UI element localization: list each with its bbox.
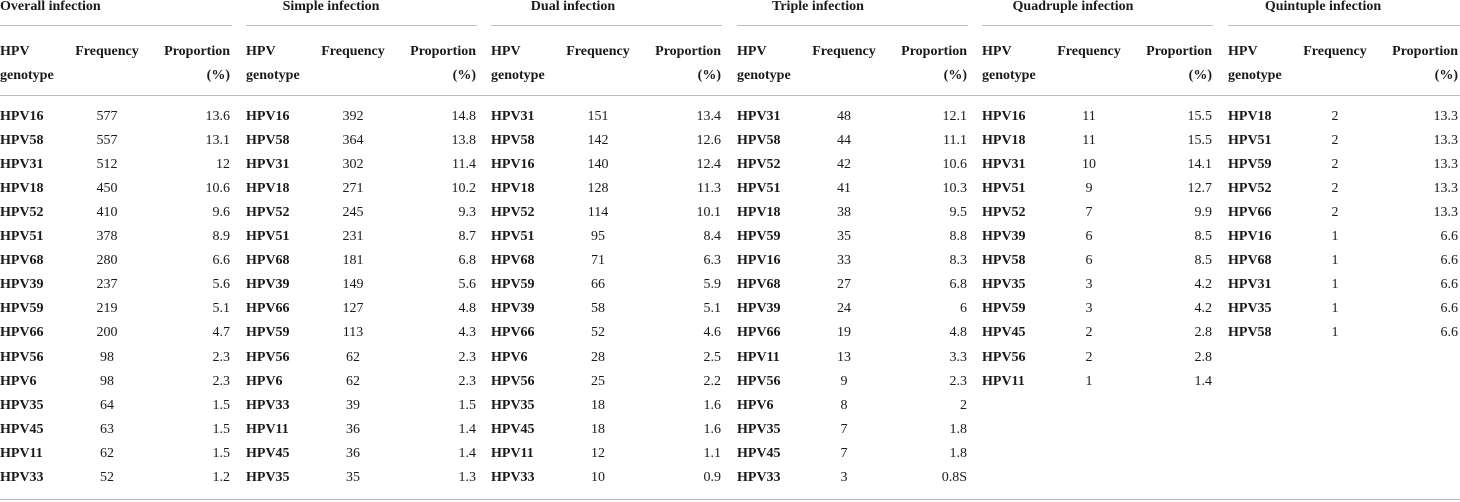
frequency-cell: 24	[837, 301, 851, 317]
frequency-cell: 181	[342, 253, 364, 269]
frequency-cell: 71	[591, 253, 605, 269]
proportion-cell: 4.8	[949, 325, 967, 341]
genotype-cell: HPV56	[0, 349, 44, 365]
genotype-cell: HPV39	[246, 277, 290, 293]
proportion-cell: 4.8	[458, 301, 476, 317]
proportion-cell: 13.3	[1433, 133, 1458, 149]
proportion-cell: 6.6	[1440, 277, 1458, 293]
frequency-cell: 9	[840, 373, 848, 389]
frequency-cell: 364	[342, 133, 364, 149]
frequency-cell: 1	[1331, 301, 1339, 317]
frequency-cell: 44	[837, 133, 851, 149]
genotype-cell: HPV18	[1228, 109, 1272, 124]
genotype-cell: HPV52	[982, 205, 1026, 221]
genotype-cell: HPV31	[982, 157, 1026, 173]
frequency-cell: 2	[1331, 205, 1339, 221]
frequency-cell: 18	[591, 397, 605, 413]
proportion-cell: 1.2	[212, 469, 230, 485]
genotype-cell: HPV18	[491, 181, 535, 197]
proportion-cell: 15.5	[1187, 109, 1212, 124]
genotype-cell: HPV11	[737, 349, 780, 365]
column-header-frequency: Frequency	[1303, 44, 1367, 59]
genotype-cell: HPV35	[982, 277, 1026, 293]
frequency-cell: 3	[1085, 277, 1093, 293]
proportion-cell: 5.9	[703, 277, 721, 293]
proportion-cell: 1.5	[212, 445, 230, 461]
genotype-cell: HPV66	[246, 301, 290, 317]
frequency-cell: 27	[837, 277, 851, 293]
proportion-cell: 2.8	[1194, 349, 1212, 365]
genotype-cell: HPV6	[0, 373, 37, 389]
proportion-cell: 10.1	[696, 205, 721, 221]
group-divider	[737, 25, 968, 26]
frequency-cell: 25	[591, 373, 605, 389]
genotype-cell: HPV51	[0, 229, 44, 245]
proportion-cell: 6.6	[1440, 229, 1458, 245]
frequency-cell: 66	[591, 277, 605, 293]
genotype-cell: HPV39	[0, 277, 44, 293]
proportion-cell: 4.7	[212, 325, 230, 341]
proportion-cell: 9.3	[458, 205, 476, 221]
column-header-frequency: Frequency	[321, 44, 385, 59]
frequency-cell: 237	[96, 277, 118, 293]
genotype-cell: HPV18	[0, 181, 44, 197]
genotype-cell: HPV35	[0, 397, 44, 413]
genotype-cell: HPV56	[246, 349, 290, 365]
genotype-cell: HPV66	[491, 325, 535, 341]
proportion-cell: 10.3	[942, 181, 967, 197]
genotype-cell: HPV45	[0, 421, 44, 437]
genotype-cell: HPV18	[737, 205, 781, 221]
frequency-cell: 410	[96, 205, 118, 221]
frequency-cell: 151	[587, 109, 609, 124]
proportion-cell: 8.8	[949, 229, 967, 245]
genotype-cell: HPV33	[0, 469, 44, 485]
proportion-cell: 2.3	[212, 373, 230, 389]
group-divider	[982, 25, 1213, 26]
group-title: Quadruple infection	[1012, 0, 1134, 14]
genotype-cell: HPV51	[1228, 133, 1272, 149]
frequency-cell: 35	[346, 469, 360, 485]
genotype-cell: HPV59	[0, 301, 44, 317]
genotype-cell: HPV58	[982, 253, 1026, 269]
genotype-cell: HPV58	[491, 133, 535, 149]
frequency-cell: 142	[587, 133, 609, 149]
proportion-cell: 5.1	[703, 301, 721, 317]
frequency-cell: 62	[346, 349, 360, 365]
frequency-cell: 140	[587, 157, 609, 173]
proportion-cell: 6	[960, 301, 967, 317]
proportion-cell: 13.3	[1433, 109, 1458, 124]
proportion-cell: 12	[216, 157, 230, 173]
genotype-cell: HPV52	[737, 157, 781, 173]
proportion-cell: 13.4	[696, 109, 721, 124]
proportion-cell: 13.1	[205, 133, 230, 149]
column-header-proportion: Proportion (%)	[164, 44, 230, 83]
proportion-cell: 11.1	[943, 133, 967, 149]
column-header-proportion: Proportion (%)	[410, 44, 476, 83]
frequency-cell: 392	[342, 109, 364, 124]
genotype-cell: HPV33	[246, 397, 290, 413]
group-title: Dual infection	[530, 0, 616, 14]
frequency-cell: 1	[1331, 253, 1339, 269]
genotype-cell: HPV68	[1228, 253, 1272, 269]
genotype-cell: HPV58	[1228, 325, 1272, 341]
proportion-cell: 10.6	[942, 157, 967, 173]
proportion-cell: 12.6	[696, 133, 721, 149]
proportion-cell: 1.4	[1194, 373, 1212, 389]
genotype-cell: HPV56	[491, 373, 535, 389]
genotype-cell: HPV58	[737, 133, 781, 149]
genotype-cell: HPV56	[737, 373, 781, 389]
column-header-frequency: Frequency	[1057, 44, 1121, 59]
column-header-genotype: HPV genotype	[491, 44, 545, 83]
genotype-cell: HPV52	[1228, 181, 1272, 197]
proportion-cell: 12.1	[942, 109, 967, 124]
proportion-cell: 12.7	[1187, 181, 1212, 197]
genotype-cell: HPV68	[246, 253, 290, 269]
frequency-cell: 9	[1085, 181, 1093, 197]
genotype-cell: HPV68	[737, 277, 781, 293]
frequency-cell: 7	[1085, 205, 1093, 221]
frequency-cell: 36	[346, 421, 360, 437]
frequency-cell: 42	[837, 157, 851, 173]
column-header-proportion: Proportion (%)	[901, 44, 967, 83]
frequency-cell: 7	[840, 445, 848, 461]
proportion-cell: 6.6	[1440, 325, 1458, 341]
proportion-cell: 6.8	[949, 277, 967, 293]
frequency-cell: 6	[1085, 253, 1093, 269]
genotype-cell: HPV39	[491, 301, 535, 317]
frequency-cell: 18	[591, 421, 605, 437]
frequency-cell: 39	[346, 397, 360, 413]
frequency-cell: 52	[591, 325, 605, 341]
proportion-cell: 11.4	[452, 157, 476, 173]
frequency-cell: 41	[837, 181, 851, 197]
proportion-cell: 2.3	[212, 349, 230, 365]
frequency-cell: 10	[1082, 157, 1096, 173]
proportion-cell: 6.6	[212, 253, 230, 269]
proportion-cell: 11.3	[697, 181, 721, 197]
frequency-cell: 8	[840, 397, 848, 413]
genotype-cell: HPV35	[491, 397, 535, 413]
genotype-cell: HPV58	[246, 133, 290, 149]
proportion-cell: 2.2	[703, 373, 721, 389]
frequency-cell: 2	[1085, 325, 1093, 341]
proportion-cell: 5.6	[458, 277, 476, 293]
frequency-cell: 10	[591, 469, 605, 485]
frequency-cell: 36	[346, 445, 360, 461]
proportion-cell: 13.8	[451, 133, 476, 149]
frequency-cell: 3	[1085, 301, 1093, 317]
proportion-cell: 0.9	[703, 469, 721, 485]
proportion-cell: 2	[960, 397, 967, 413]
frequency-cell: 48	[837, 109, 851, 124]
proportion-cell: 9.5	[949, 205, 967, 221]
proportion-cell: 10.6	[205, 181, 230, 197]
proportion-cell: 14.8	[451, 109, 476, 124]
proportion-cell: 10.2	[451, 181, 476, 197]
proportion-cell: 1.8	[949, 421, 967, 437]
genotype-cell: HPV59	[982, 301, 1026, 317]
genotype-cell: HPV11	[491, 445, 534, 461]
frequency-cell: 271	[342, 181, 364, 197]
frequency-cell: 63	[100, 421, 114, 437]
genotype-cell: HPV33	[491, 469, 535, 485]
proportion-cell: 8.7	[458, 229, 476, 245]
genotype-cell: HPV52	[246, 205, 290, 221]
frequency-cell: 11	[1082, 133, 1096, 149]
genotype-cell: HPV31	[0, 157, 44, 173]
genotype-cell: HPV16	[491, 157, 535, 173]
frequency-cell: 33	[837, 253, 851, 269]
proportion-cell: 6.3	[703, 253, 721, 269]
genotype-cell: HPV11	[0, 445, 43, 461]
frequency-cell: 114	[587, 205, 609, 221]
proportion-cell: 5.1	[212, 301, 230, 317]
frequency-cell: 6	[1085, 229, 1093, 245]
proportion-cell: 14.1	[1187, 157, 1212, 173]
genotype-cell: HPV6	[246, 373, 283, 389]
genotype-cell: HPV11	[246, 421, 289, 437]
group-title: Triple infection	[772, 0, 864, 14]
proportion-cell: 8.5	[1194, 229, 1212, 245]
genotype-cell: HPV6	[737, 397, 774, 413]
genotype-cell: HPV31	[1228, 277, 1272, 293]
frequency-cell: 3	[840, 469, 848, 485]
proportion-cell: 1.6	[703, 397, 721, 413]
genotype-cell: HPV18	[246, 181, 290, 197]
group-divider	[491, 25, 722, 26]
proportion-cell: 8.4	[703, 229, 721, 245]
genotype-cell: HPV68	[491, 253, 535, 269]
genotype-cell: HPV56	[982, 349, 1026, 365]
frequency-cell: 95	[591, 229, 605, 245]
frequency-cell: 64	[100, 397, 114, 413]
frequency-cell: 98	[100, 373, 114, 389]
genotype-cell: HPV35	[1228, 301, 1272, 317]
proportion-cell: 0.8S	[941, 469, 967, 485]
column-header-genotype: HPV genotype	[982, 44, 1036, 83]
proportion-cell: 1.4	[458, 421, 476, 437]
frequency-cell: 557	[96, 133, 118, 149]
genotype-cell: HPV31	[246, 157, 290, 173]
genotype-cell: HPV16	[246, 109, 290, 124]
frequency-cell: 11	[1082, 109, 1096, 124]
genotype-cell: HPV16	[982, 109, 1026, 124]
genotype-cell: HPV6	[491, 349, 528, 365]
proportion-cell: 2.3	[458, 349, 476, 365]
frequency-cell: 127	[342, 301, 364, 317]
proportion-cell: 9.6	[212, 205, 230, 221]
genotype-cell: HPV59	[491, 277, 535, 293]
frequency-cell: 2	[1331, 157, 1339, 173]
frequency-cell: 2	[1331, 181, 1339, 197]
proportion-cell: 1.6	[703, 421, 721, 437]
group-divider	[246, 25, 477, 26]
frequency-cell: 512	[96, 157, 118, 173]
proportion-cell: 2.3	[949, 373, 967, 389]
proportion-cell: 1.5	[458, 397, 476, 413]
proportion-cell: 8.9	[212, 229, 230, 245]
frequency-cell: 38	[837, 205, 851, 221]
proportion-cell: 15.5	[1187, 133, 1212, 149]
column-header-frequency: Frequency	[812, 44, 876, 59]
group-divider	[1228, 25, 1460, 26]
frequency-cell: 62	[100, 445, 114, 461]
genotype-cell: HPV66	[1228, 205, 1272, 221]
proportion-cell: 1.5	[212, 397, 230, 413]
proportion-cell: 8.3	[949, 253, 967, 269]
genotype-cell: HPV35	[737, 421, 781, 437]
frequency-cell: 280	[96, 253, 118, 269]
genotype-cell: HPV35	[246, 469, 290, 485]
proportion-cell: 13.3	[1433, 157, 1458, 173]
proportion-cell: 5.6	[212, 277, 230, 293]
genotype-cell: HPV16	[0, 109, 44, 124]
proportion-cell: 1.8	[949, 445, 967, 461]
genotype-cell: HPV16	[1228, 229, 1272, 245]
proportion-cell: 4.2	[1194, 301, 1212, 317]
frequency-cell: 200	[96, 325, 118, 341]
genotype-cell: HPV16	[737, 253, 781, 269]
frequency-cell: 245	[342, 205, 364, 221]
genotype-cell: HPV68	[0, 253, 44, 269]
column-header-genotype: HPV genotype	[737, 44, 791, 83]
column-header-frequency: Frequency	[566, 44, 630, 59]
frequency-cell: 450	[96, 181, 118, 197]
column-header-frequency: Frequency	[75, 44, 139, 59]
frequency-cell: 7	[840, 421, 848, 437]
proportion-cell: 13.3	[1433, 205, 1458, 221]
genotype-cell: HPV45	[982, 325, 1026, 341]
genotype-cell: HPV45	[246, 445, 290, 461]
column-header-genotype: HPV genotype	[1228, 44, 1282, 83]
frequency-cell: 1	[1085, 373, 1093, 389]
group-title: Simple infection	[282, 0, 380, 14]
frequency-cell: 577	[96, 109, 118, 124]
header-rule	[0, 95, 1460, 96]
genotype-cell: HPV31	[737, 109, 781, 124]
bottom-rule	[0, 499, 1460, 500]
genotype-cell: HPV39	[982, 229, 1026, 245]
proportion-cell: 4.3	[458, 325, 476, 341]
genotype-cell: HPV66	[0, 325, 44, 341]
proportion-cell: 2.8	[1194, 325, 1212, 341]
proportion-cell: 6.6	[1440, 301, 1458, 317]
frequency-cell: 2	[1331, 109, 1339, 124]
column-header-genotype: HPV genotype	[246, 44, 300, 83]
group-title: Overall infection	[0, 0, 101, 14]
frequency-cell: 378	[96, 229, 118, 245]
frequency-cell: 52	[100, 469, 114, 485]
genotype-cell: HPV52	[491, 205, 535, 221]
column-header-genotype: HPV genotype	[0, 44, 54, 83]
genotype-cell: HPV51	[982, 181, 1026, 197]
group-divider	[0, 25, 232, 26]
frequency-cell: 62	[346, 373, 360, 389]
frequency-cell: 1	[1331, 277, 1339, 293]
proportion-cell: 13.3	[1433, 181, 1458, 197]
genotype-cell: HPV51	[737, 181, 781, 197]
proportion-cell: 13.6	[205, 109, 230, 124]
frequency-cell: 113	[342, 325, 364, 341]
proportion-cell: 4.2	[1194, 277, 1212, 293]
genotype-cell: HPV59	[737, 229, 781, 245]
genotype-cell: HPV51	[491, 229, 535, 245]
frequency-cell: 13	[837, 349, 851, 365]
genotype-cell: HPV52	[0, 205, 44, 221]
frequency-cell: 35	[837, 229, 851, 245]
frequency-cell: 58	[591, 301, 605, 317]
frequency-cell: 19	[837, 325, 851, 341]
proportion-cell: 3.3	[949, 349, 967, 365]
proportion-cell: 9.9	[1194, 205, 1212, 221]
frequency-cell: 128	[587, 181, 609, 197]
frequency-cell: 302	[342, 157, 364, 173]
genotype-cell: HPV18	[982, 133, 1026, 149]
proportion-cell: 1.5	[212, 421, 230, 437]
column-header-proportion: Proportion (%)	[655, 44, 721, 83]
proportion-cell: 1.3	[458, 469, 476, 485]
column-header-proportion: Proportion (%)	[1146, 44, 1212, 83]
frequency-cell: 28	[591, 349, 605, 365]
genotype-cell: HPV45	[737, 445, 781, 461]
frequency-cell: 219	[96, 301, 118, 317]
proportion-cell: 12.4	[696, 157, 721, 173]
frequency-cell: 1	[1331, 325, 1339, 341]
frequency-cell: 2	[1331, 133, 1339, 149]
proportion-cell: 6.6	[1440, 253, 1458, 269]
frequency-cell: 98	[100, 349, 114, 365]
frequency-cell: 12	[591, 445, 605, 461]
proportion-cell: 6.8	[458, 253, 476, 269]
genotype-cell: HPV31	[491, 109, 535, 124]
genotype-cell: HPV59	[246, 325, 290, 341]
proportion-cell: 4.6	[703, 325, 721, 341]
genotype-cell: HPV11	[982, 373, 1025, 389]
genotype-cell: HPV51	[246, 229, 290, 245]
frequency-cell: 231	[342, 229, 364, 245]
frequency-cell: 2	[1085, 349, 1093, 365]
genotype-cell: HPV45	[491, 421, 535, 437]
genotype-cell: HPV39	[737, 301, 781, 317]
genotype-cell: HPV59	[1228, 157, 1272, 173]
genotype-cell: HPV58	[0, 133, 44, 149]
column-header-proportion: Proportion (%)	[1392, 44, 1458, 83]
frequency-cell: 1	[1331, 229, 1339, 245]
genotype-cell: HPV66	[737, 325, 781, 341]
group-title: Quintuple infection	[1264, 0, 1382, 14]
frequency-cell: 149	[342, 277, 364, 293]
proportion-cell: 2.3	[458, 373, 476, 389]
proportion-cell: 1.1	[703, 445, 721, 461]
genotype-cell: HPV33	[737, 469, 781, 485]
proportion-cell: 8.5	[1194, 253, 1212, 269]
proportion-cell: 1.4	[458, 445, 476, 461]
proportion-cell: 2.5	[703, 349, 721, 365]
